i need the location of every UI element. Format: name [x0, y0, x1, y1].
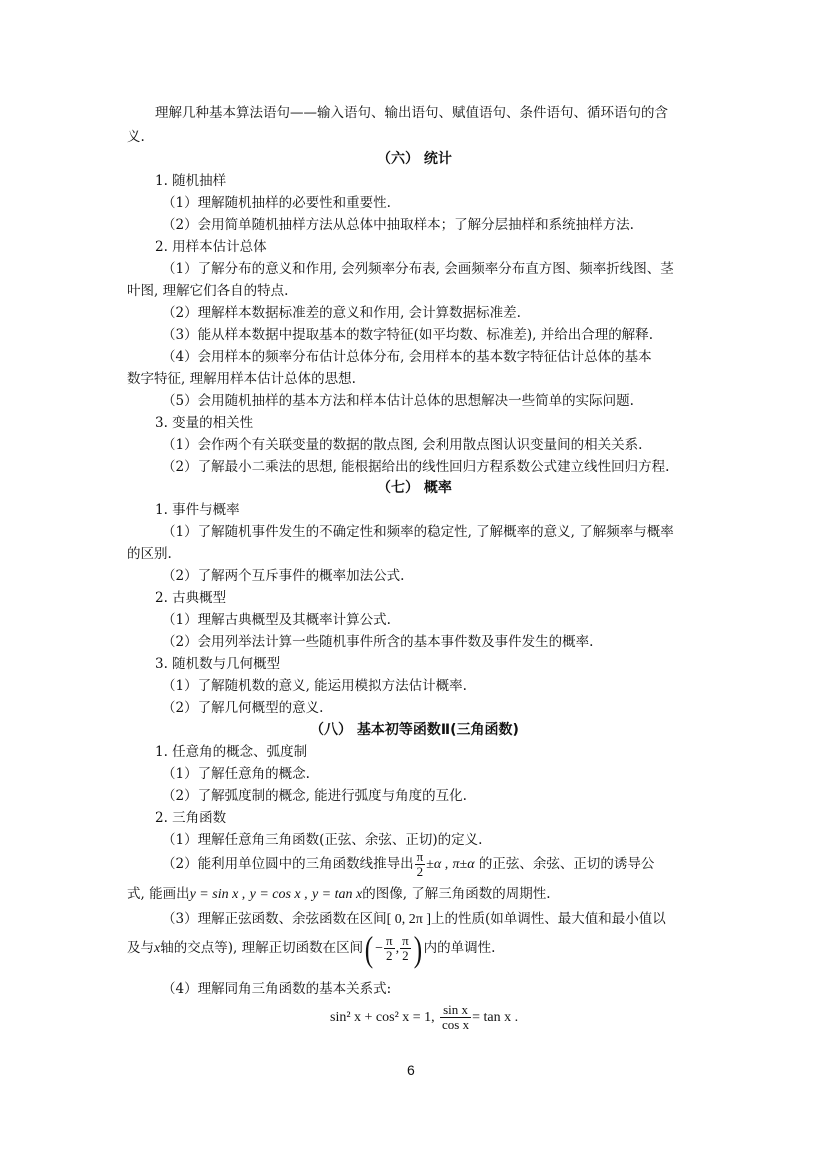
formula-cos: y = cos x ,: [249, 887, 308, 902]
trig-identity-formula: [330, 1000, 518, 1035]
right-paren: ): [413, 928, 422, 969]
tan-identity-rhs: = tan x .: [472, 1010, 519, 1025]
formula-tan: y = tan x: [311, 887, 363, 902]
s7-item-2: 2. 古典概型: [155, 590, 227, 606]
s8-item-2-2a-text: （2）能利用单位圆中的三角函数线推导出: [162, 856, 414, 872]
s8-item-2-2b-text: 式, 能画出: [127, 886, 190, 902]
s7-item-2-1: （1）理解古典概型及其概率计算公式.: [162, 612, 391, 628]
s6-item-2-4b: 数字特征, 理解用样本估计总体的思想.: [127, 371, 356, 387]
pi-over-2-fraction: $\frac{\pi}{2}$: [416, 849, 424, 879]
s8-item-2-3a-post: 上的性质(如单调性、最大值和最小值以: [431, 911, 666, 927]
s8-item-2-3b-mid: 轴的交点等), 理解正切函数在区间: [160, 940, 364, 956]
s6-item-2-5: （5）会用随机抽样的基本方法和样本估计总体的思想解决一些简单的实际问题.: [162, 393, 634, 409]
plus-minus-alpha: ±α ,: [426, 857, 449, 872]
formula-sin: y = sin x ,: [189, 887, 246, 902]
pi-plus-minus-alpha: π±α: [452, 857, 475, 872]
s8-item-2-4: （4）理解同角三角函数的基本关系式:: [162, 981, 392, 997]
s7-item-1-2: （2）了解两个互斥事件的概率加法公式.: [162, 568, 405, 584]
s8-item-1: 1. 任意角的概念、弧度制: [155, 744, 308, 760]
intro-line-1: 理解几种基本算法语句——输入语句、输出语句、赋值语句、条件语句、循环语句的含: [155, 105, 668, 121]
s7-item-2-2: （2）会用列举法计算一些随机事件所含的基本事件数及事件发生的概率.: [162, 634, 594, 650]
s8-item-2-3a-text: （3）理解正弦函数、余弦函数在区间: [162, 911, 387, 927]
s7-item-1: 1. 事件与概率: [155, 502, 240, 518]
interval-0-2pi: [ 0, 2π ]: [386, 912, 431, 927]
s6-item-1-1: （1）理解随机抽样的必要性和重要性.: [162, 195, 391, 211]
s8-item-2-3b-post: 内的单调性.: [423, 940, 496, 956]
s6-item-1: 1. 随机抽样: [155, 173, 227, 189]
section-6-heading: （六） 统计: [377, 151, 452, 167]
s8-item-2-2b: [127, 885, 551, 904]
s7-item-3-2: （2）了解几何概型的意义.: [162, 700, 324, 716]
s6-item-2-1b: 叶图, 理解它们各自的特点.: [127, 283, 289, 299]
s6-item-2: 2. 用样本估计总体: [155, 239, 267, 255]
s6-item-3-2: （2）了解最小二乘法的思想, 能根据给出的线性回归方程系数公式建立线性回归方程.: [162, 459, 670, 475]
s8-item-2-3b-text: 及与: [127, 940, 154, 956]
left-paren: (: [364, 928, 374, 969]
s6-item-1-2: （2）会用简单随机抽样方法从总体中抽取样本；了解分层抽样和系统抽样方法.: [162, 217, 634, 233]
s6-item-2-2: （2）理解样本数据标准差的意义和作用, 会计算数据标准差.: [162, 305, 521, 321]
s6-item-2-4a: （4）会用样本的频率分布估计总体分布, 会用样本的基本数字特征估计总体的基本: [162, 349, 652, 365]
neg-pi-over-2: $\frac{\pi}{2}$: [385, 933, 393, 963]
s7-item-3-1: （1）了解随机数的意义, 能运用模拟方法估计概率.: [162, 678, 467, 694]
intro-line-2: 义.: [127, 129, 145, 145]
s6-item-3: 3. 变量的相关性: [155, 415, 254, 431]
s8-item-2-2a-post: 的正弦、余弦、正切的诱导公: [478, 856, 655, 872]
s8-item-2-2b-post: 的图像, 了解三角函数的周期性.: [362, 886, 551, 902]
x-var: x: [154, 941, 161, 956]
s7-item-3: 3. 随机数与几何概型: [155, 656, 281, 672]
s8-item-2: 2. 三角函数: [155, 810, 227, 826]
s8-item-2-2a: [162, 850, 654, 879]
s6-item-3-1: （1）会作两个有关联变量的数据的散点图, 会利用散点图认识变量间的相关关系.: [162, 437, 643, 453]
s6-item-2-1a: （1）了解分布的意义和作用, 会列频率分布表, 会画频率分布直方图、频率折线图、茎: [162, 261, 674, 277]
s8-item-2-1: （1）理解任意角三角函数(正弦、余弦、正切)的定义.: [162, 832, 483, 848]
pythagorean-identity: sin² x + cos² x = 1,: [330, 1010, 435, 1025]
s7-item-1-1a: （1）了解随机事件发生的不确定性和频率的稳定性, 了解概率的意义, 了解频率与概率: [162, 524, 674, 540]
interval-comma: ,: [395, 941, 400, 956]
s8-item-2-3a: [162, 910, 666, 929]
minus-sign: −: [375, 941, 383, 956]
tan-quotient-fraction: $\frac{\text{sin x}}{\text{cos x}}$: [441, 1002, 470, 1032]
s6-item-2-3: （3）能从样本数据中提取基本的数字特征(如平均数、标准差), 并给出合理的解释.: [162, 327, 653, 343]
s8-item-1-1: （1）了解任意角的概念.: [162, 766, 310, 782]
page-number: 6: [407, 1062, 415, 1078]
pi-over-2: $\frac{\pi}{2}$: [402, 933, 409, 963]
section-8-heading: （八） 基本初等函数Ⅱ(三角函数): [310, 722, 519, 738]
section-7-heading: （七） 概率: [377, 480, 452, 496]
s8-item-1-2: （2）了解弧度制的概念, 能进行弧度与角度的互化.: [162, 788, 467, 804]
s8-item-2-3b: [127, 928, 496, 969]
s7-item-1-1b: 的区别.: [127, 546, 172, 562]
